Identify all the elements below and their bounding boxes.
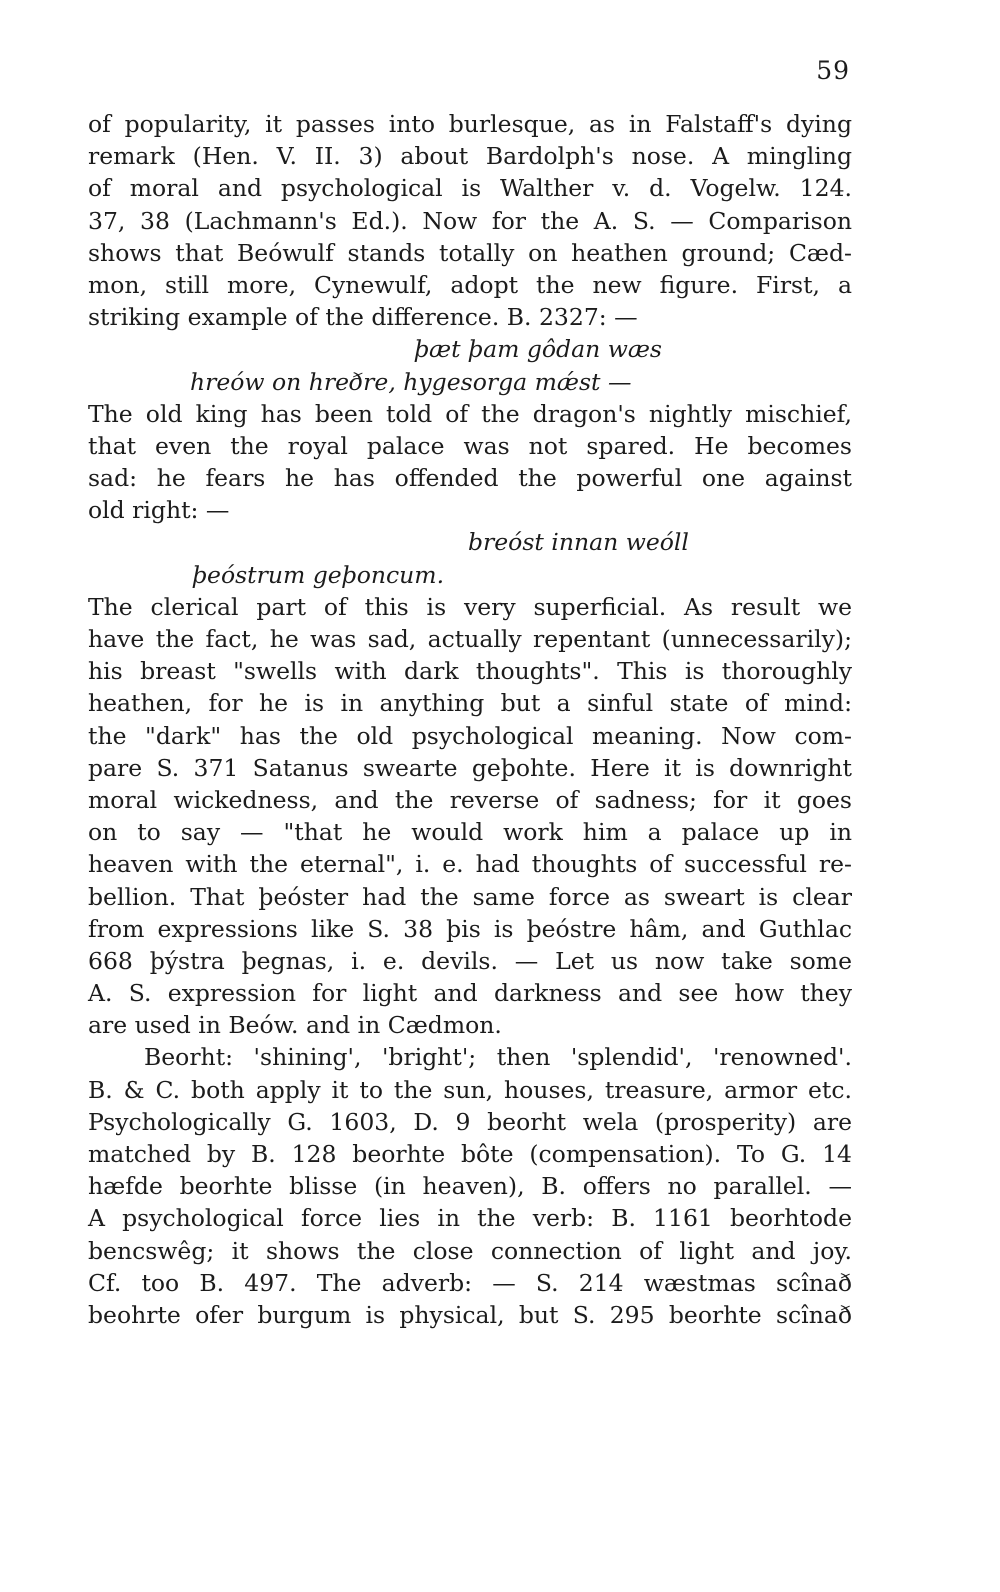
text-line: A psychological force lies in the verb: B. 1161 beorhtode — [88, 1204, 852, 1233]
text-line: mon, still more, Cynewulf, adopt the new figure. First, a — [88, 270, 852, 299]
text-line: pare S. 371 Satanus swearte geþohte. Here it is downright — [88, 753, 852, 782]
text-line: The clerical part of this is very superficial. As result we — [88, 592, 852, 621]
text-line: Psychologically G. 1603, D. 9 beorht wela (prosperity) are — [88, 1107, 852, 1136]
text-line: sad: he fears he has offended the powerful one against — [88, 464, 852, 493]
text-line: shows that Beówulf stands totally on heathen ground; Cæd- — [88, 238, 852, 267]
text-line: B. & C. both apply it to the sun, houses, treasure, armor etc. — [88, 1075, 852, 1104]
text-line: þæt þam gôdan wæs — [414, 335, 662, 364]
text-line: the "dark" has the old psychological meaning. Now com- — [88, 721, 852, 750]
text-line: heathen, for he is in anything but a sinful state of mind: — [88, 689, 852, 718]
text-line: The old king has been told of the dragon's nightly mischief, — [88, 399, 852, 428]
page-number: 59 — [816, 56, 850, 85]
text-line: that even the royal palace was not spared. He becomes — [88, 431, 852, 460]
text-line: have the fact, he was sad, actually repentant (unnecessarily); — [88, 625, 852, 653]
text-line: old right: — — [88, 496, 230, 525]
text-line: Cf. too B. 497. The adverb: — S. 214 wæstmas scînað — [88, 1268, 852, 1297]
text-line: bellion. That þeóster had the same force as sweart is clear — [88, 882, 852, 911]
text-line: matched by B. 128 beorhte bôte (compensation). To G. 14 — [88, 1140, 852, 1168]
text-line: A. S. expression for light and darkness and see how they — [88, 979, 852, 1008]
text-line: remark (Hen. V. II. 3) about Bardolph's nose. A mingling — [88, 142, 852, 171]
text-line: þeóstrum geþoncum. — [192, 560, 445, 589]
text-line: of moral and psychological is Walther v. d. Vogelw. 124. — [88, 174, 852, 203]
text-line: hæfde beorhte blisse (in heaven), B. offers no parallel. — — [88, 1172, 852, 1201]
text-line: heaven with the eternal", i. e. had thoughts of successful re- — [88, 850, 852, 879]
text-line: on to say — "that he would work him a palace up in — [88, 818, 852, 847]
text-line: his breast "swells with dark thoughts". This is thoroughly — [88, 657, 852, 686]
text-line: breóst innan weóll — [468, 528, 689, 557]
text-line: hreów on hreðre, hygesorga mǽst — — [190, 367, 632, 396]
text-line: from expressions like S. 38 þis is þeóstre hâm, and Guthlac — [88, 914, 852, 943]
text-line: bencswêg; it shows the close connection of light and joy. — [88, 1236, 852, 1265]
body-text — [88, 108, 852, 1331]
text-line: Beorht: 'shining', 'bright'; then 'splendid', 'renowned'. — [144, 1043, 852, 1072]
text-line: of popularity, it passes into burlesque, as in Falstaff's dying — [88, 110, 852, 138]
text-line: are used in Beów. and in Cædmon. — [88, 1011, 502, 1040]
text-line: 37, 38 (Lachmann's Ed.). Now for the A. S. — Comparison — [88, 206, 852, 235]
text-line: moral wickedness, and the reverse of sadness; for it goes — [88, 785, 852, 814]
text-line: 668 þýstra þegnas, i. e. devils. — Let us now take some — [88, 946, 852, 975]
text-line: beohrte ofer burgum is physical, but S. 295 beorhte scînað — [88, 1300, 852, 1329]
text-line: striking example of the difference. B. 2327: — — [88, 303, 638, 332]
